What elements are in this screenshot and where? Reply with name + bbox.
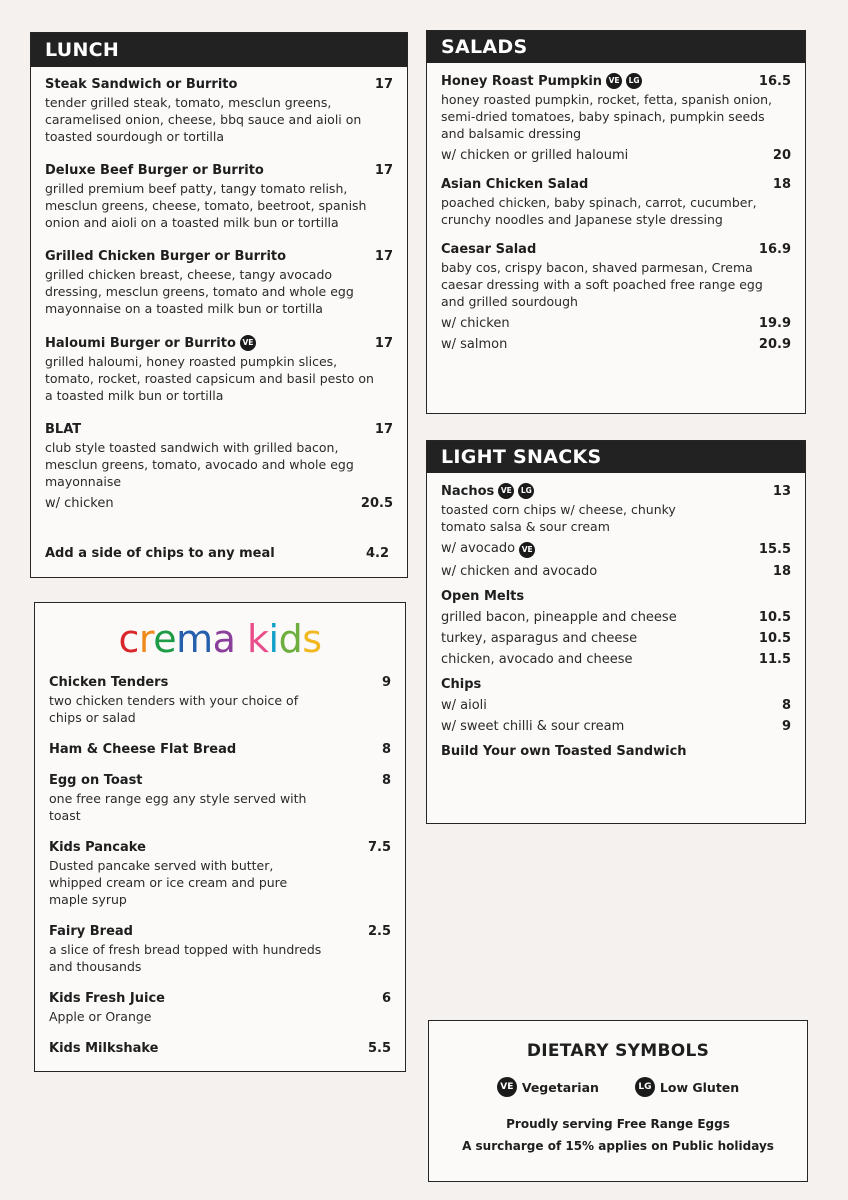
nachos-option	[441, 564, 791, 579]
low-gluten-label: Low Gluten	[659, 1079, 740, 1095]
nachos-option-name: w/ chicken and avocado	[441, 564, 598, 579]
vegetarian-symbol	[497, 1077, 599, 1097]
item-price: 16.5	[758, 73, 791, 89]
nachos-option-name-wrap	[441, 541, 535, 558]
lunch-item	[45, 249, 393, 317]
item-price: 8	[381, 742, 391, 757]
item-description: grilled chicken breast, cheese, tangy avocado dressing, mesclun greens, tomato and whole egg mayonnaise on a toasted milk bun or tortilla	[45, 267, 354, 316]
item-name: Asian Chicken Salad	[441, 177, 589, 192]
item-description: a slice of fresh bread topped with hundreds and thousands	[49, 942, 322, 974]
nachos-name: Nachos	[441, 483, 495, 499]
lunch-item	[45, 422, 393, 511]
open-melts-heading: Open Melts	[441, 589, 525, 604]
nachos-desc: toasted corn chips w/ cheese, chunky tomato salsa & sour cream	[441, 502, 676, 534]
item-name: Egg on Toast	[49, 773, 143, 788]
low-gluten-badge-icon: LG	[518, 483, 534, 499]
item-description: one free range egg any style served with toast	[49, 791, 307, 823]
low-gluten-symbol	[635, 1077, 739, 1097]
item-name-wrap	[45, 335, 256, 351]
logo-word-crema: crema	[118, 617, 236, 661]
item-price: 8	[381, 773, 391, 788]
item-name: Kids Milkshake	[49, 1041, 159, 1056]
melt-option-price: 10.5	[758, 631, 791, 646]
nachos-price: 13	[772, 483, 791, 499]
logo-word-kids: kids	[247, 617, 322, 661]
kids-item	[49, 1041, 391, 1056]
item-description: poached chicken, baby spinach, carrot, cucumber, crunchy noodles and Japanese style dressing	[441, 195, 757, 227]
build-sandwich-heading: Build Your own Toasted Sandwich	[441, 744, 687, 759]
item-name-wrap	[49, 991, 165, 1006]
item-price: 17	[374, 335, 393, 351]
item-name: Chicken Tenders	[49, 675, 169, 690]
item-name: Grilled Chicken Burger or Burrito	[45, 249, 287, 264]
item-name-wrap	[45, 77, 237, 92]
item-name-wrap	[49, 742, 236, 757]
item-name-wrap	[49, 924, 133, 939]
kids-item-list	[35, 675, 405, 1056]
chips-option	[441, 719, 791, 734]
lunch-heading: LUNCH	[31, 33, 407, 67]
lunch-item	[45, 335, 393, 404]
melt-option-price: 11.5	[758, 652, 791, 667]
item-name: Deluxe Beef Burger or Burrito	[45, 163, 264, 178]
item-name: Caesar Salad	[441, 242, 537, 257]
item-price: 17	[374, 77, 393, 92]
item-description: grilled premium beef patty, tangy tomato relish, mesclun greens, cheese, tomato, beetroot, spanish onion and aioli on a toasted milk bun or tortilla	[45, 181, 367, 230]
item-name: Haloumi Burger or Burrito	[45, 335, 236, 351]
item-description: Apple or Orange	[49, 1009, 152, 1024]
chips-option-name: w/ sweet chilli & sour cream	[441, 719, 625, 734]
light-snacks-panel	[426, 440, 806, 824]
item-description: club style toasted sandwich with grilled bacon, mesclun greens, tomato, avocado and whole egg mayonnaise	[45, 440, 354, 489]
melt-option-name: turkey, asparagus and cheese	[441, 631, 638, 646]
salad-item	[441, 242, 791, 352]
free-range-note: Proudly serving Free Range Eggs	[506, 1117, 730, 1131]
nachos-option-price: 15.5	[758, 542, 791, 557]
item-option-price: 20	[772, 148, 791, 163]
chips-option-price: 9	[781, 719, 791, 734]
nachos-option-name: w/ avocado	[441, 541, 516, 556]
item-name-wrap	[45, 422, 81, 437]
item-name: BLAT	[45, 422, 82, 437]
nachos-option	[441, 541, 791, 558]
item-option-name: w/ chicken or grilled haloumi	[441, 148, 629, 163]
vegetarian-label: Vegetarian	[521, 1079, 599, 1095]
lunch-item	[45, 77, 393, 145]
salad-item	[441, 73, 791, 163]
item-name: Steak Sandwich or Burrito	[45, 77, 238, 92]
item-option-price: 20.5	[360, 496, 393, 511]
lunch-item	[45, 163, 393, 231]
melt-option-name: chicken, avocado and cheese	[441, 652, 633, 667]
item-price: 7.5	[367, 840, 391, 855]
kids-item	[49, 924, 391, 975]
kids-item	[49, 742, 391, 757]
item-name-wrap	[49, 840, 146, 855]
salads-panel	[426, 30, 806, 414]
chips-option-name: w/ aioli	[441, 698, 487, 713]
chips-option-price: 8	[781, 698, 791, 713]
vegetarian-badge-icon: VE	[497, 1077, 517, 1097]
vegetarian-badge-icon: VE	[498, 483, 514, 499]
kids-item	[49, 675, 391, 726]
item-option-price: 19.9	[758, 316, 791, 331]
vegetarian-badge-icon: VE	[519, 542, 535, 558]
lunch-item-list	[31, 67, 407, 511]
item-option-name: w/ salmon	[441, 337, 508, 352]
dietary-notes	[429, 1113, 807, 1157]
melt-option-name: grilled bacon, pineapple and cheese	[441, 610, 677, 625]
item-option	[441, 148, 791, 163]
item-name: Kids Fresh Juice	[49, 991, 165, 1006]
kids-item	[49, 773, 391, 824]
item-description: two chicken tenders with your choice of chips or salad	[49, 693, 299, 725]
dietary-symbol-list	[429, 1077, 807, 1097]
item-option	[45, 496, 393, 511]
item-name-wrap	[49, 675, 168, 690]
item-price: 18	[772, 177, 791, 192]
item-price: 2.5	[367, 924, 391, 939]
item-name-wrap	[441, 177, 588, 192]
item-name: Ham & Cheese Flat Bread	[49, 742, 237, 757]
dietary-panel	[428, 1020, 808, 1182]
chips-heading: Chips	[441, 677, 482, 692]
item-name-wrap	[45, 163, 264, 178]
item-description: grilled haloumi, honey roasted pumpkin slices, tomato, rocket, roasted capsicum and basil pesto on a toasted milk bun or tortilla	[45, 354, 374, 403]
item-name-wrap	[49, 773, 143, 788]
lunch-panel	[30, 32, 408, 578]
item-name-wrap	[49, 1041, 158, 1056]
crema-kids-logo	[35, 617, 405, 661]
item-name-wrap	[45, 249, 286, 264]
item-description: tender grilled steak, tomato, mesclun greens, caramelised onion, cheese, bbq sauce and aioli on toasted sourdough or tortilla	[45, 95, 362, 144]
item-name: Fairy Bread	[49, 924, 133, 939]
salad-item	[441, 177, 791, 228]
item-price: 17	[374, 163, 393, 178]
melt-option	[441, 631, 791, 646]
kids-panel	[34, 602, 406, 1072]
nachos-item	[441, 483, 791, 579]
item-price: 17	[374, 422, 393, 437]
kids-item	[49, 840, 391, 908]
item-option-name: w/ chicken	[45, 496, 114, 511]
side-chips-row	[45, 546, 389, 561]
side-chips-name: Add a side of chips to any meal	[45, 546, 275, 561]
item-price: 16.9	[758, 242, 791, 257]
melt-option	[441, 610, 791, 625]
item-description: Dusted pancake served with butter, whipped cream or ice cream and pure maple syrup	[49, 858, 288, 907]
item-price: 6	[381, 991, 391, 1006]
dietary-title: DIETARY SYMBOLS	[526, 1041, 710, 1061]
item-option-price: 20.9	[758, 337, 791, 352]
salad-item-list	[427, 63, 805, 352]
melt-option-price: 10.5	[758, 610, 791, 625]
item-name-wrap	[441, 73, 642, 89]
item-option	[441, 337, 791, 352]
light-snacks-heading: LIGHT SNACKS	[427, 441, 805, 473]
item-description: honey roasted pumpkin, rocket, fetta, spanish onion, semi-dried tomatoes, baby spinach, pumpkin seeds and balsamic dressing	[441, 92, 772, 141]
nachos-name-wrap	[441, 483, 534, 499]
vegetarian-badge-icon: VE	[606, 73, 622, 89]
salads-heading: SALADS	[427, 31, 805, 63]
item-description: baby cos, crispy bacon, shaved parmesan, Crema caesar dressing with a soft poached free range egg and grilled sourdough	[441, 260, 763, 309]
kids-item	[49, 991, 391, 1025]
item-option	[441, 316, 791, 331]
low-gluten-badge-icon: LG	[635, 1077, 655, 1097]
snack-item-list	[427, 473, 805, 759]
open-melts-item	[441, 589, 791, 667]
item-price: 9	[381, 675, 391, 690]
melt-option	[441, 652, 791, 667]
item-name: Honey Roast Pumpkin	[441, 73, 603, 89]
item-price: 17	[374, 249, 393, 264]
low-gluten-badge-icon: LG	[626, 73, 642, 89]
side-chips-price: 4.2	[365, 546, 389, 561]
item-price: 5.5	[367, 1041, 391, 1056]
chips-option	[441, 698, 791, 713]
item-name-wrap	[441, 242, 536, 257]
vegetarian-badge-icon: VE	[240, 335, 256, 351]
nachos-option-price: 18	[772, 564, 791, 579]
item-name: Kids Pancake	[49, 840, 146, 855]
item-option-name: w/ chicken	[441, 316, 510, 331]
chips-item	[441, 677, 791, 734]
surcharge-note: A surcharge of 15% applies on Public holidays	[462, 1139, 774, 1153]
